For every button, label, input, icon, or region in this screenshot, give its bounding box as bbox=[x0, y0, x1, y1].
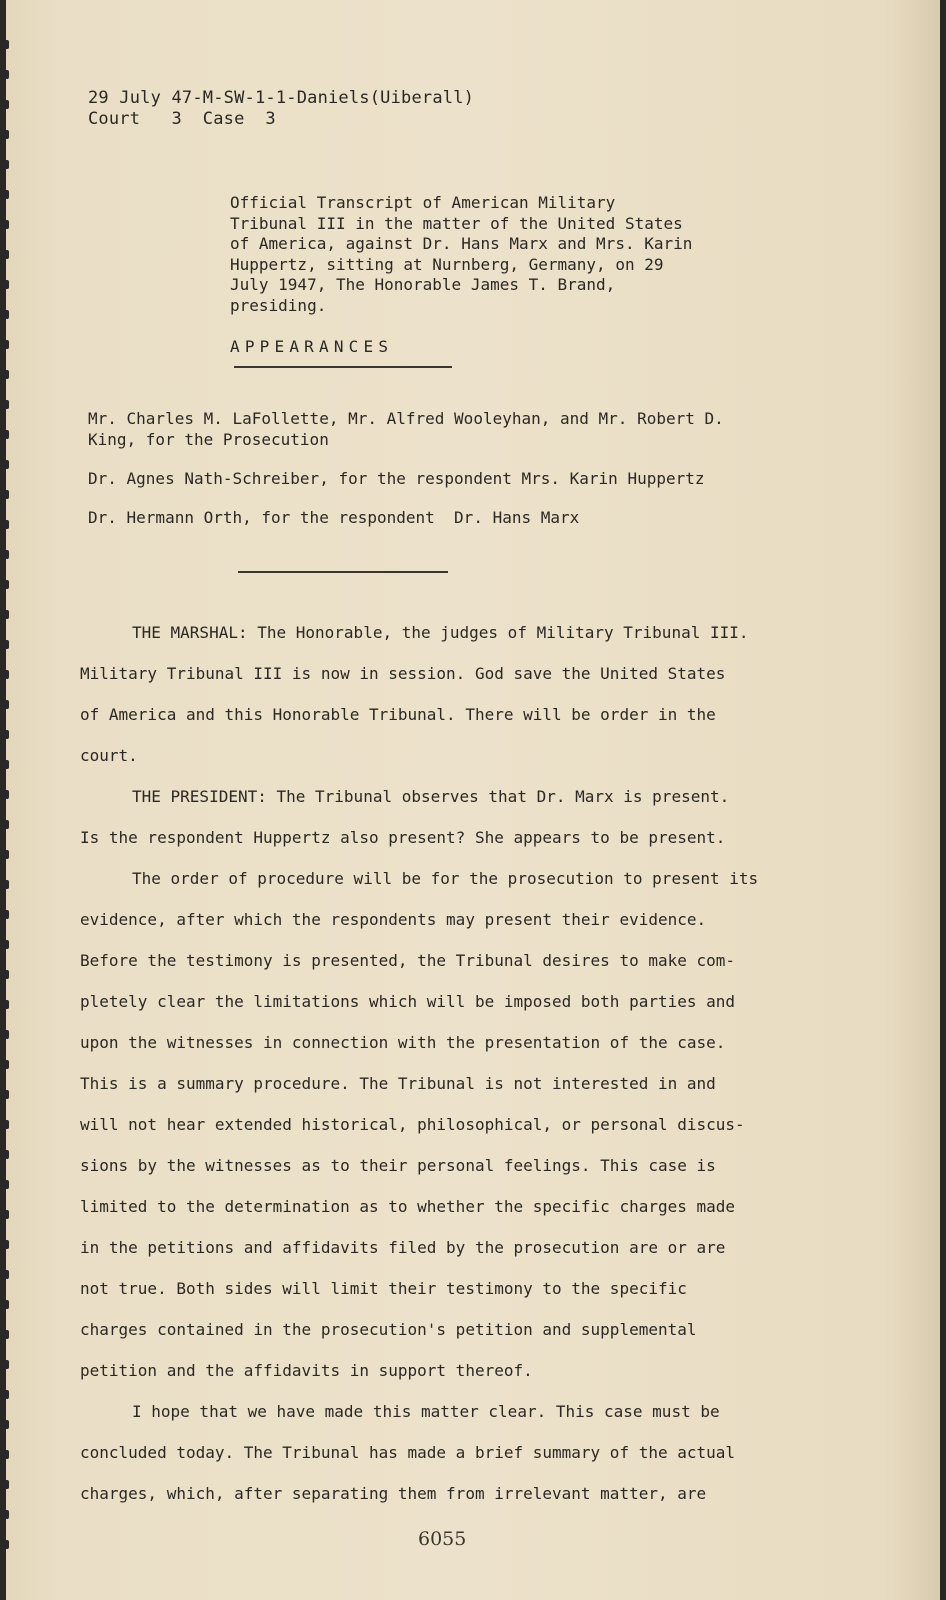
text-line: evidence, after which the respondents may present their evidence. bbox=[80, 910, 707, 929]
text-line: Is the respondent Huppertz also present? She appears to be present. bbox=[80, 828, 726, 847]
header-court-case: Court 3 Case 3 bbox=[88, 109, 276, 129]
paragraph-procedure bbox=[80, 858, 800, 1391]
text-line: The order of procedure will be for the prosecution to present its bbox=[132, 869, 759, 888]
paragraph-conclusion bbox=[80, 1391, 800, 1514]
transcript-body bbox=[80, 612, 800, 1514]
text-line: charges contained in the prosecution's petition and supplemental bbox=[80, 1320, 697, 1339]
counsel-line: Mr. Charles M. LaFollette, Mr. Alfred Wooleyhan, and Mr. Robert D. bbox=[88, 409, 724, 428]
text-line: in the petitions and affidavits filed by the prosecution are or are bbox=[80, 1238, 726, 1257]
section-divider bbox=[238, 571, 448, 573]
title-line: July 1947, The Honorable James T. Brand, bbox=[230, 275, 616, 294]
text-line: court. bbox=[80, 746, 138, 765]
counsel-marx: Dr. Hermann Orth, for the respondent Dr. Hans Marx bbox=[88, 508, 580, 527]
text-line: THE PRESIDENT: The Tribunal observes that Dr. Marx is present. bbox=[132, 787, 730, 806]
title-line: presiding. bbox=[230, 295, 327, 315]
text-line: concluded today. The Tribunal has made a brief summary of the actual bbox=[80, 1443, 736, 1462]
text-line: of America and this Honorable Tribunal. There will be order in the bbox=[80, 705, 716, 724]
title-line: Official Transcript of American Military bbox=[230, 193, 616, 212]
paragraph-marshal bbox=[80, 612, 800, 776]
counsel-prosecution bbox=[88, 408, 808, 450]
text-line: upon the witnesses in connection with the presentation of the case. bbox=[80, 1033, 726, 1052]
text-line: charges, which, after separating them from irrelevant matter, are bbox=[80, 1484, 707, 1503]
title-line: Tribunal III in the matter of the United States bbox=[230, 213, 683, 233]
title-paragraph bbox=[230, 193, 750, 316]
text-line: not true. Both sides will limit their testimony to the specific bbox=[80, 1279, 687, 1298]
title-line: Huppertz, sitting at Nurnberg, Germany, on 29 bbox=[230, 254, 664, 274]
counsel-line: King, for the Prosecution bbox=[88, 430, 329, 449]
counsel-huppertz: Dr. Agnes Nath-Schreiber, for the respondent Mrs. Karin Huppertz bbox=[88, 469, 705, 488]
appearances-underline bbox=[234, 366, 452, 368]
header-reference: 29 July 47-M-SW-1-1-Daniels(Uiberall) bbox=[88, 88, 475, 108]
text-line: petition and the affidavits in support thereof. bbox=[80, 1361, 533, 1380]
text-line: pletely clear the limitations which will be imposed both parties and bbox=[80, 992, 736, 1011]
title-line: of America, against Dr. Hans Marx and Mrs. Karin bbox=[230, 234, 693, 253]
text-line: Before the testimony is presented, the Tribunal desires to make com- bbox=[80, 951, 736, 970]
appearances-heading: APPEARANCES bbox=[230, 337, 394, 356]
paragraph-president bbox=[80, 776, 800, 858]
text-line: I hope that we have made this matter clear. This case must be bbox=[132, 1402, 720, 1421]
document-page bbox=[6, 0, 940, 1600]
text-line: will not hear extended historical, philosophical, or personal discus- bbox=[80, 1115, 745, 1134]
text-line: limited to the determination as to whether the specific charges made bbox=[80, 1197, 736, 1216]
text-line: Military Tribunal III is now in session. God save the United States bbox=[80, 664, 726, 683]
text-line: sions by the witnesses as to their personal feelings. This case is bbox=[80, 1156, 716, 1175]
page-number: 6055 bbox=[418, 1528, 467, 1550]
text-line: THE MARSHAL: The Honorable, the judges of Military Tribunal III. bbox=[132, 623, 749, 642]
document-header bbox=[88, 88, 474, 130]
text-line: This is a summary procedure. The Tribunal is not interested in and bbox=[80, 1074, 716, 1093]
